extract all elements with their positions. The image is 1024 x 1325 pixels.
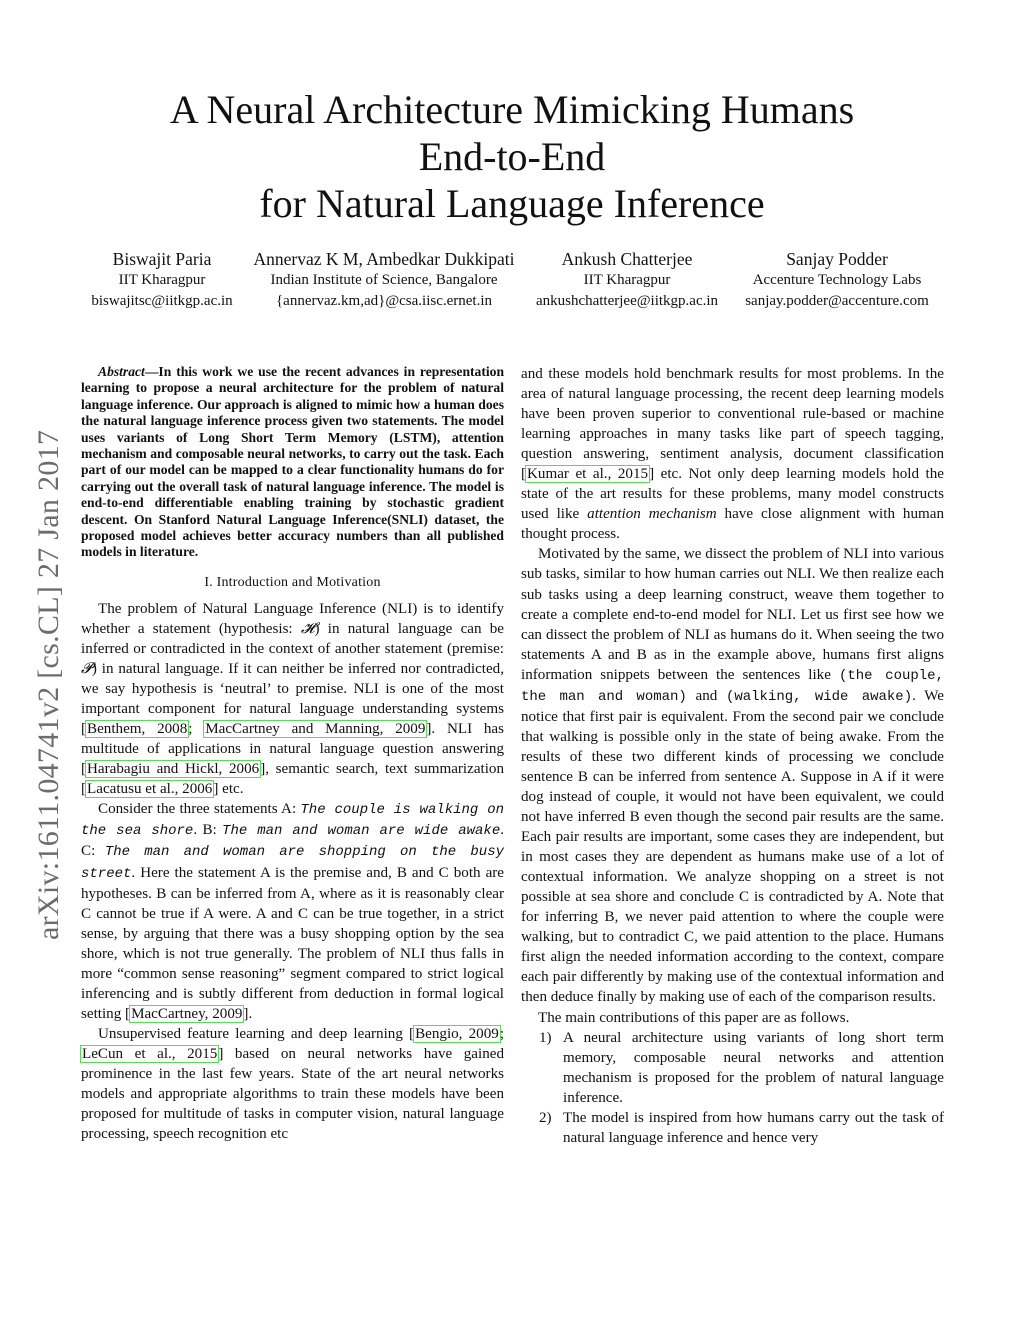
abstract-label: Abstract: [98, 364, 145, 379]
citation-link[interactable]: Kumar et al., 2015: [527, 466, 649, 483]
list-item: [521, 1108, 944, 1148]
author-name: Ankush Chatterjee: [561, 249, 693, 269]
list-number: 1): [539, 1029, 552, 1046]
author-email: biswajitsc@iitkgp.ac.in: [91, 293, 233, 309]
citation-link[interactable]: MacCartney, 2009: [131, 1005, 243, 1022]
abstract-text: —In this work we use the recent advances in representation learning to propose a neural architecture for the problem of natural language inference. Our approach is aligned to mimic how a human does the natural language inference process given two statements. The model uses variants of Long Short Term Memory (LSTM), attention mechanism and composable neural networks, to carry out the task. Each part of our model can be mapped to a clear functionality humans do for carrying out the overall task of natural language inference. The model is end-to-end differentiable enabling training by stochastic gradient descent. On Stanford Natural Language Inference(SNLI) dataset, the proposed model achieves better accuracy numbers than all published models in literature.: [81, 364, 504, 560]
right-column: [521, 364, 944, 1148]
intro-paragraph-3: Unsupervised feature learning and deep learning [Bengio, 2009; LeCun et al., 2015] based on neural networks have gained prominence in the last few years. State of the art neural networks models and appropriate algorithms to train these models have been proposed for multitude of tasks in computer vision, natural language processing, speech recognition etc: [81, 1025, 505, 1143]
title-line-1: A Neural Architecture Mimicking Humans: [169, 87, 855, 132]
author-4: [745, 248, 929, 312]
title-line-2: End-to-End: [418, 134, 606, 179]
citation-link[interactable]: LeCun et al., 2015: [82, 1045, 218, 1062]
citation-link[interactable]: Lacatusu et al., 2006: [87, 781, 213, 798]
author-2: [254, 248, 515, 312]
section-heading: I. Introduction and Motivation: [204, 574, 381, 590]
author-email: {annervaz.km,ad}@csa.iisc.ernet.in: [275, 293, 493, 309]
author-email: ankushchatterjee@iitkgp.ac.in: [535, 293, 719, 309]
list-number: 2): [539, 1109, 552, 1126]
intro-paragraph-5: Motivated by the same, we dissect the problem of NLI into various sub tasks, similar to how human carries out NLI. We then realize each sub tasks using a deep learning construct, weave them together to create a complete end-to-end model for NLI. Let us first see how we can dissect the problem of NLI as humans do it. When seeing the two statements A and B as in the example above, humans first aligns information snippets between the sentences like (the couple, the man and woman) and (walking, wide awake). We notice that first pair is equivalent. From the second pair we conclude that walking is possible only in the state of being awake. From the results of these two different kinds of processing we conclude sentence B can be inferred from sentence A. Suppose in A if it were dog instead of couple, it would not have been equivalent, we could not have inferred B even though the second pair results are the same. Each pair results are important, some cases they are independent, but in most cases they are dependent as humans make use of a lot of contextual information. We analyze shopping on a street is not possible at sea shore and conclude C is contradicted by A. Note that for inferring B, we never paid attention to where the couple were walking, but to contradict C, we paid attention to the place. Humans first align the needed information according to the context, compare each pair differently by making use of the contextual information and then deduce finally by making use of each of the comparison results.: [521, 546, 944, 1006]
alignment-pair-2: (walking, wide awake): [725, 688, 913, 705]
author-name: Annervaz K M, Ambedkar Dukkipati: [253, 249, 515, 269]
author-affiliation: Accenture Technology Labs: [752, 272, 922, 288]
author-affiliation: IIT Kharagpur: [583, 272, 671, 288]
author-3: [536, 248, 718, 312]
statement-c: The man and woman are shopping on the busy street: [81, 844, 504, 882]
citation-link[interactable]: Bengio, 2009: [415, 1025, 499, 1042]
author-email: sanjay.podder@accenture.com: [745, 293, 929, 309]
citation-link[interactable]: Harabagiu and Hickl, 2006: [87, 761, 260, 778]
author-name: Sanjay Podder: [786, 249, 888, 269]
emphasis-attention-mechanism: attention mechanism: [587, 506, 717, 523]
statement-a: The couple is walking on the sea shore: [81, 802, 504, 840]
paper-title: [80, 86, 944, 227]
premise-symbol: 𝓟: [81, 661, 92, 678]
intro-paragraph-4: and these models hold benchmark results for most problems. In the area of natural language processing, the recent deep learning models have been proven superior to conventional rule-based or machine learning approaches in many tasks like part of speech tagging, question answering, sentiment analysis, document classification [Kumar et al., 2015] etc. Not only deep learning models hold the state of the art results for these problems, many model constructs used like attention mechanism have close alignment with human thought process.: [521, 366, 944, 543]
abstract: [81, 364, 504, 561]
alignment-pair-1: (the couple, the man and woman): [521, 667, 944, 705]
contributions-list: [521, 1028, 944, 1148]
arxiv-stamp: arXiv:1611.04741v2 [cs.CL] 27 Jan 2017: [32, 429, 65, 940]
list-text: A neural architecture using variants of long short term memory, composable neural networks and attention mechanism is proposed for the problem of natural language inference.: [563, 1029, 944, 1106]
list-text: The model is inspired from how humans carry out the task of natural language inference and hence very: [563, 1109, 944, 1146]
title-line-3: for Natural Language Inference: [259, 181, 765, 226]
author-block: [78, 248, 948, 318]
intro-paragraph-1: The problem of Natural Language Inference (NLI) is to identify whether a statement (hypothesis: 𝓗) in natural language can be inferred or contradicted in the context of another statement (premise: 𝓟) in natural language. If it can neither be inferred nor contradicted, we say hypothesis is ‘neutral’ to premise. NLI is one of the most important component for natural language understanding systems [Benthem, 2008; MacCartney and Manning, 2009]. NLI has multitude of applications in natural language question answering [Harabagiu and Hickl, 2006], semantic search, text summarization [Lacatusu et al., 2006] etc.: [81, 600, 504, 798]
citation-link[interactable]: Benthem, 2008: [87, 721, 188, 738]
citation-link[interactable]: MacCartney and Manning, 2009: [205, 721, 426, 738]
author-affiliation: IIT Kharagpur: [118, 272, 206, 288]
list-item: [521, 1028, 944, 1108]
left-column: [81, 364, 504, 1144]
hypothesis-symbol: 𝓗: [300, 620, 315, 637]
author-1: [91, 248, 232, 312]
statement-b: The man and woman are wide awake: [222, 823, 501, 840]
intro-paragraph-2: Consider the three statements A: The couple is walking on the sea shore. B: The man and woman are wide awake. C: The man and woman are shopping on the busy street. Here the statement A is the premise and, B and C both are hypotheses. B can be inferred from A, where as it is reasonably clear C cannot be true if A were. A and C can be true together, in a strict sense, by arguing that there was a busy shopping option by the sea shore, which is not true generally. The problem of NLI thus falls in more “common sense reasoning” segment compared to strict logical inferencing and is subtly different from deduction in formal logical setting [MacCartney, 2009].: [81, 801, 505, 1022]
author-name: Biswajit Paria: [112, 249, 212, 269]
author-affiliation: Indian Institute of Science, Bangalore: [270, 272, 498, 288]
contributions-intro: The main contributions of this paper are as follows.: [538, 1009, 850, 1026]
